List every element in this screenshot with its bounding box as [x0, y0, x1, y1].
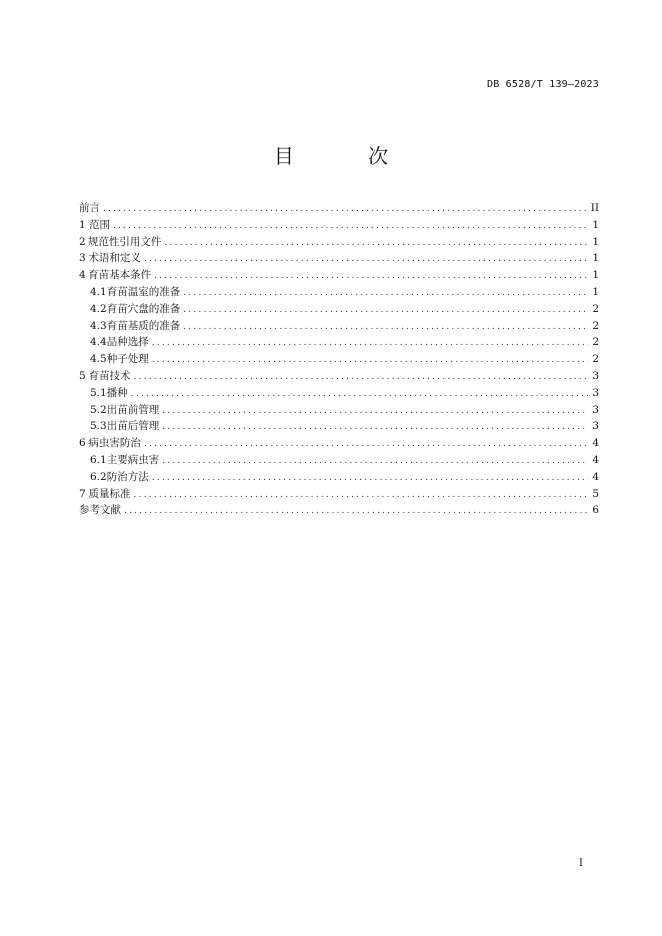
toc-entry-page: 3 — [592, 386, 599, 399]
toc-entry-page: 2 — [592, 319, 599, 332]
toc-leader-dots — [162, 453, 588, 470]
toc-entry-page: 3 — [592, 369, 599, 382]
toc-entry[interactable] — [79, 250, 599, 267]
toc-entry-label: 参考文献 — [79, 504, 121, 517]
toc-entry[interactable] — [79, 318, 599, 335]
toc-entry[interactable] — [79, 284, 599, 301]
toc-entry-label: 术语和定义 — [88, 252, 141, 265]
toc-entry-number: 6 — [79, 437, 86, 450]
toc-leader-dots — [183, 285, 588, 302]
toc-entry-page: 1 — [592, 269, 599, 282]
toc-entry-page: 4 — [592, 470, 599, 483]
toc-entry-number: 5.1 — [90, 386, 107, 399]
toc-entry-number: 5.3 — [90, 420, 107, 433]
toc-entry[interactable] — [79, 368, 599, 385]
toc-leader-dots — [152, 470, 588, 487]
toc-leader-dots — [152, 335, 588, 352]
toc-entry-page: 3 — [592, 420, 599, 433]
toc-leader-dots — [103, 201, 588, 218]
toc-entry-label: 种子处理 — [106, 353, 149, 366]
toc-entry-label: 出苗前管理 — [106, 403, 160, 416]
toc-entry-number: 4.3 — [90, 319, 107, 332]
toc-entry-number: 5 — [79, 369, 86, 382]
toc-entry-label: 品种选择 — [106, 336, 149, 349]
toc-leader-dots — [131, 386, 588, 403]
toc-leader-dots — [164, 235, 588, 252]
toc-entry-label: 前言 — [79, 202, 100, 214]
toc-entry-page: 2 — [592, 353, 599, 366]
toc-entry-page: 6 — [592, 504, 599, 517]
toc-entry[interactable] — [79, 217, 599, 234]
toc-entry[interactable] — [79, 486, 599, 503]
toc-entry-number: 4.2 — [90, 302, 107, 315]
toc-entry[interactable] — [79, 469, 599, 486]
toc-entry[interactable] — [79, 351, 599, 368]
toc-entry-label: 病虫害防治 — [88, 437, 141, 450]
toc-entry-label: 育苗基本条件 — [88, 269, 152, 282]
toc-leader-dots — [162, 403, 588, 420]
page-title: 目 次 — [273, 144, 423, 168]
toc-entry-label: 播种 — [106, 386, 128, 399]
toc-entry[interactable] — [79, 435, 599, 452]
page-number: I — [579, 858, 583, 869]
toc-entry-page: 1 — [592, 252, 599, 265]
toc-entry-label: 主要病虫害 — [106, 453, 160, 466]
toc-leader-dots — [154, 268, 588, 285]
toc-leader-dots — [144, 251, 588, 268]
toc-entry-label: 出苗后管理 — [106, 420, 160, 433]
toc-entry[interactable] — [79, 234, 599, 251]
toc-entry-label: 规范性引用文件 — [87, 235, 162, 248]
toc-leader-dots — [124, 503, 588, 520]
toc-entry-number: 4.4 — [90, 336, 107, 349]
toc-entry-label: 育苗技术 — [88, 369, 131, 382]
toc-entry-label: 质量标准 — [88, 487, 131, 500]
toc-entry-label: 育苗温室的准备 — [106, 285, 181, 298]
toc-leader-dots — [152, 352, 588, 369]
toc-leader-dots — [144, 436, 588, 453]
toc-leader-dots — [183, 302, 588, 319]
toc-entry[interactable] — [79, 385, 599, 402]
toc-entry-number: 3 — [79, 252, 86, 265]
toc-entry-page: 2 — [592, 302, 599, 315]
toc-entry-page: 2 — [592, 336, 599, 349]
toc-entry-number: 6.2 — [90, 470, 107, 483]
toc-entry-page: 4 — [592, 453, 599, 466]
toc-entry-page: 1 — [592, 218, 599, 231]
toc-entry-label: 育苗穴盘的准备 — [106, 302, 181, 315]
toc-entry-number: 4.5 — [90, 353, 107, 366]
toc-entry-page: II — [590, 202, 599, 214]
toc-leader-dots — [134, 487, 588, 504]
toc-entry-number: 2 — [79, 235, 86, 248]
toc-entry-page: 3 — [592, 403, 599, 416]
toc-entry-label: 育苗基质的准备 — [106, 319, 181, 332]
toc-entry[interactable] — [79, 334, 599, 351]
toc-leader-dots — [113, 218, 588, 235]
toc-entry-page: 1 — [592, 235, 599, 248]
toc-leader-dots — [162, 419, 588, 436]
toc-entry-number: 6.1 — [90, 453, 107, 466]
toc-entry-page: 4 — [592, 437, 599, 450]
toc-entry[interactable] — [79, 267, 599, 284]
toc-entry[interactable] — [79, 200, 599, 217]
toc-leader-dots — [183, 319, 588, 336]
toc-entry-number: 4 — [79, 269, 86, 282]
toc-leader-dots — [134, 369, 588, 386]
toc-entry-number: 7 — [79, 487, 86, 500]
toc-entry[interactable] — [79, 418, 599, 435]
toc-entry-number: 1 — [79, 218, 86, 231]
toc-entry-page: 1 — [592, 285, 599, 298]
toc-entry[interactable] — [79, 301, 599, 318]
table-of-contents — [79, 200, 599, 519]
toc-entry-number: 4.1 — [90, 285, 107, 298]
toc-entry[interactable] — [79, 452, 599, 469]
toc-entry[interactable] — [79, 502, 599, 519]
toc-entry-label: 范围 — [88, 218, 110, 231]
toc-entry-label: 防治方法 — [106, 470, 149, 483]
toc-entry-page: 5 — [592, 487, 599, 500]
document-code: DB 6528/T 139—2023 — [487, 79, 599, 90]
toc-entry[interactable] — [79, 402, 599, 419]
toc-entry-number: 5.2 — [90, 403, 107, 416]
